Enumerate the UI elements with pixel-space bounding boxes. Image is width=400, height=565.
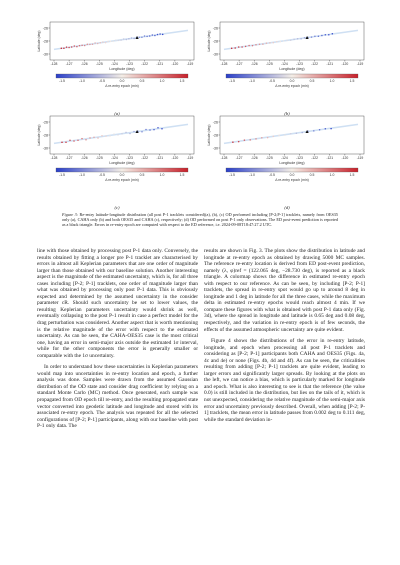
sample-point [259, 43, 261, 45]
colorbar-tick-label: 0.5 [309, 79, 315, 83]
colorbar-tick-label: -1.0 [79, 173, 85, 177]
y-axis-label: Latitude (deg) [207, 30, 211, 52]
x-tick-label: -125 [265, 62, 273, 67]
sample-point [126, 39, 128, 41]
y-tick-label: -26 [212, 26, 218, 31]
y-tick-label: -30 [212, 52, 218, 57]
colorbar-tick-label: -1.5 [59, 173, 65, 177]
sample-point [325, 128, 327, 130]
sample-point [273, 42, 275, 44]
plot-frame [50, 22, 194, 60]
sample-point [71, 46, 73, 48]
figure-panel-a [36, 18, 198, 118]
x-axis-label: Longitude (deg) [279, 67, 305, 71]
x-axis-label: Longitude (deg) [109, 67, 135, 71]
sample-point [128, 38, 130, 40]
sample-point [278, 135, 280, 137]
paragraph: In order to understand how these uncertainties in Keplerian parameters would map into uncertainties in re-entry location and epoch, a further analysis was done. Samples were drawn from the assumed Gaussian distribution of the OD state and consider drag coefficient by relying on a standard Monte Carlo (MC) method. Once generated, each sample was propagated from OD epoch till re-entry, and the resulting propagated state vector converted into geodetic latitude and longitude and stored with its associated re-entry epoch. The analysis was repeated for all the selected configurations of [P-2; P-1] participants, along with our baseline with post P-1 only data. The [37, 364, 198, 430]
sample-point [117, 134, 119, 136]
sample-point [330, 128, 332, 130]
x-tick-label: -122 [311, 62, 319, 67]
sample-point [284, 134, 286, 136]
x-tick-label: -126 [80, 62, 88, 67]
sample-point [145, 129, 147, 131]
sample-point [77, 139, 79, 141]
sample-point [248, 45, 250, 47]
scatter-plot-c [36, 112, 198, 212]
y-tick-label: -30 [42, 146, 48, 151]
colorbar [56, 168, 188, 172]
sample-point [157, 127, 159, 129]
y-axis-label: Latitude (deg) [37, 30, 41, 52]
sample-point [232, 141, 234, 143]
sample-point [85, 139, 87, 141]
x-tick-label: -126 [250, 62, 258, 67]
colorbar-tick-label: -0.5 [269, 79, 275, 83]
colorbar-tick-label: 0.5 [309, 173, 315, 177]
sample-point [149, 129, 151, 131]
plot-frame [220, 116, 364, 154]
paragraph: line with those obtained by processing post P-1 data only. Conversely, the results obtained by fitting a longer pre P-1 tracklet are characterised by errors in almost all Keplerian parameters that are one order of magnitude larger than those obtained with our baseline solution. Another interesting aspect is the magnitude of the estimated uncertainty, which is, for all three cases including [P-2; P-1] tracklets, one order of magnitude larger than what was obtained by processing only post P-1 data. This is obviously expected and determined by the assumed uncertainty in the consider parameter cR. Should such uncertainty be set to lower values, the resulting Keplerian parameters uncertainty would shrink as well, eventually collapsing to the post P-1 result in case a perfect model for the drag perturbation was considered. Another aspect that is worth mentioning is the relative magnitude of the error with respect to the estimated uncertainty. As can be seen, the CAHA-OES35 case is the most critical one, having an error in semi-major axis outside the estimated 1σ interval, while for the other components the error is generally smaller or comparable with the 1σ uncertainty. [37, 248, 198, 359]
figure-panel-d [206, 112, 368, 212]
sample-point [107, 41, 109, 43]
sample-point [269, 42, 271, 44]
sample-point [141, 131, 143, 133]
x-tick-label: -122 [311, 156, 319, 161]
x-tick-label: -125 [95, 156, 103, 161]
sample-point [115, 39, 117, 41]
sample-point [118, 40, 120, 42]
sample-point [94, 42, 96, 44]
sample-point [69, 139, 71, 141]
x-tick-label: -121 [156, 156, 164, 161]
sample-point [318, 35, 320, 37]
colorbar-tick-label: -1.0 [249, 173, 255, 177]
x-tick-label: -128 [220, 62, 228, 67]
sample-point [66, 46, 68, 48]
figure-panel-b [206, 18, 368, 118]
paragraph: results are shown in Fig. 3. The plots show the distribution in latitude and longitude at re-entry epoch as obtained by drawing 5000 MC samples. The reference re-entry location is derived from ED post-event prediction, namely (λ, φ)ref = (122.065 deg, −28.730 deg), is reported as a black triangle. A colormap shows the difference in estimated re-entry epoch with respect to our reference. As can be seen, by including [P-2; P-1] tracklets, the spread in re-entry spot would go up to around 8 deg in longitude and 1 deg in latitude for all the three cases, while the maximum delta in estimated re-entry epochs would reach almost 4 min. If we compare these figures with what is obtained with post P-1 data only (Fig. 3d), where the spread in longitude and latitude is 0.65 deg and 0.08 deg, respectively, and the variation in re-entry epoch is of few seconds, the effects of the assumed atmospheric uncertainty are quite evident. [204, 248, 365, 333]
y-tick-label: -28 [42, 39, 48, 44]
sample-point [293, 39, 295, 41]
colorbar-tick-label: 1.0 [329, 79, 335, 83]
sample-point [273, 135, 275, 137]
plot-frame [50, 116, 194, 154]
sample-point [244, 139, 246, 141]
colorbar-tick-label: -0.5 [99, 173, 105, 177]
colorbar-tick-label: 1.5 [349, 79, 355, 83]
sample-point [276, 41, 278, 43]
x-tick-label: -123 [296, 62, 303, 67]
colorbar-tick-label: 1.0 [159, 173, 165, 177]
sample-point [97, 137, 99, 139]
y-tick-label: -26 [42, 120, 48, 125]
sample-point [81, 44, 83, 46]
colorbar-tick-label: -1.5 [229, 173, 235, 177]
sample-point [65, 142, 67, 144]
colorbar-tick-label: 1.0 [159, 79, 165, 83]
colorbar-tick-label: -0.5 [269, 173, 275, 177]
colorbar-tick-label: -1.0 [79, 79, 85, 83]
x-tick-label: -119 [186, 156, 194, 161]
x-tick-label: -120 [171, 62, 179, 67]
colorbar-tick-label: -1.0 [249, 79, 255, 83]
x-tick-label: -127 [235, 156, 243, 161]
sample-point [153, 129, 155, 131]
colorbar-label: Δ re-entry epoch (min) [105, 178, 139, 182]
sample-point [296, 132, 298, 134]
x-tick-label: -119 [186, 62, 194, 67]
sample-point [152, 34, 154, 36]
sample-point [113, 133, 115, 135]
left-column [37, 248, 198, 435]
sample-point [304, 37, 306, 39]
sample-point [121, 133, 123, 135]
sample-point [93, 137, 95, 139]
sample-point [314, 35, 316, 37]
colorbar [226, 74, 358, 78]
colorbar-tick-label: 1.5 [349, 173, 355, 177]
sample-point [255, 138, 257, 140]
sample-point [238, 141, 240, 143]
sample-point [290, 133, 292, 135]
colorbar [56, 74, 188, 78]
x-tick-label: -128 [50, 156, 58, 161]
sample-point [105, 42, 107, 44]
x-tick-label: -124 [281, 156, 288, 161]
plot-frame [220, 22, 364, 60]
y-tick-label: -28 [42, 133, 48, 138]
y-axis-label: Latitude (deg) [37, 124, 41, 146]
y-tick-label: -30 [42, 52, 48, 57]
sample-point [262, 43, 264, 45]
sample-point [161, 128, 163, 130]
right-column [204, 248, 365, 428]
sample-point [297, 38, 299, 40]
sample-point [131, 37, 133, 39]
sample-point [89, 44, 91, 46]
x-tick-label: -122 [141, 156, 149, 161]
sample-point [141, 37, 143, 39]
y-tick-label: -26 [212, 120, 218, 125]
colorbar-tick-label: 1.5 [179, 79, 185, 83]
sample-point [61, 48, 63, 50]
y-tick-label: -28 [212, 133, 218, 138]
x-tick-label: -120 [171, 156, 179, 161]
caption-text: Re-entry latitude-longitude distribution (all post P-1 tracklets considered)(a), (b), (c) OD performed including [P-2;P-1] tracklets, namely from OES35 only (a), CAHA only (b) and both OES35 and CAHA (c), respectively; (d) OD performed on post P-1 only observations. The ED post-event prediction is reported as a black triangle. Errors in re-entry epoch are computed with respect to the ED reference, i.e. 2024-09-08T18:47:27.2 UTC. [62, 212, 338, 228]
x-tick-label: -127 [65, 62, 73, 67]
x-tick-label: -125 [265, 156, 273, 161]
scatter-plot-b [206, 18, 368, 118]
sample-point [321, 35, 323, 37]
sample-point [252, 45, 254, 47]
panel-tag-d: (d) [284, 205, 290, 210]
sample-point [231, 48, 233, 50]
colorbar-tick-label: -1.5 [229, 79, 235, 83]
sample-point [81, 138, 83, 140]
sample-point [68, 47, 70, 49]
x-tick-label: -124 [111, 62, 118, 67]
x-axis-label: Longitude (deg) [109, 161, 135, 165]
sample-point [61, 141, 63, 143]
sample-point [311, 36, 313, 38]
colorbar-label: Δ re-entry epoch (min) [105, 84, 139, 88]
sample-point [63, 48, 65, 50]
sample-point [146, 36, 148, 38]
sample-point [332, 33, 334, 35]
sample-point [241, 46, 243, 48]
sample-point [87, 43, 89, 45]
sample-point [144, 35, 146, 37]
sample-point [149, 35, 151, 37]
sample-point [73, 140, 75, 142]
sample-point [238, 46, 240, 48]
x-tick-label: -127 [235, 62, 243, 67]
sample-point [255, 44, 257, 46]
colorbar-tick-label: 0.5 [139, 79, 145, 83]
sample-point [159, 33, 161, 35]
sample-point [249, 139, 251, 141]
x-tick-label: -124 [111, 156, 118, 161]
x-tick-label: -121 [156, 62, 164, 67]
paragraph: Figure 4 shows the distributions of the error in re-entry latitude, longitude, and epoch when processing all post P-1 tracklets and considering as [P-2; P-1] participants both CAHA and OES35 (Figs. 4a, 4c and 4e) or none (Figs. 4b, 4d and 4f). As can be seen, the criticalities resulting from adding [P-2; P-1] tracklets are quite evident, leading to larger errors and significantly larger spreads. By looking at the plots on the left, we can notice a bias, which is particularly marked for longitude and epoch. What is also interesting to see is that the reference (the value 0.0) is still included in the distribution, but lies on the tails of it, which is not unexpected, considering the relative magnitude of the semi-major axis error and uncertainty previously described. Overall, when adding [P-2; P-1] tracklets, the mean error in latitude passes from 0.002 deg to 0.111 deg, while the standard deviation in- [204, 338, 365, 423]
sample-point [109, 135, 111, 137]
scatter-plot-a [36, 18, 198, 118]
x-tick-label: -119 [356, 156, 364, 161]
sample-point [280, 41, 282, 43]
y-tick-label: -28 [212, 39, 218, 44]
y-tick-label: -26 [42, 26, 48, 31]
sample-point [319, 129, 321, 131]
colorbar-tick-label: 0.0 [289, 173, 295, 177]
sample-point [154, 35, 156, 37]
x-tick-label: -125 [95, 62, 103, 67]
sample-point [283, 40, 285, 42]
x-tick-label: -123 [126, 156, 133, 161]
sample-point [245, 46, 247, 48]
colorbar-tick-label: 0.0 [119, 79, 125, 83]
sample-point [120, 39, 122, 41]
sample-point [300, 38, 302, 40]
sample-point [76, 46, 78, 48]
x-tick-label: -124 [281, 62, 288, 67]
y-axis-label: Latitude (deg) [207, 124, 211, 146]
x-tick-label: -119 [356, 62, 364, 67]
sample-point [102, 41, 104, 43]
colorbar-tick-label: 1.5 [179, 173, 185, 177]
sample-point [290, 39, 292, 41]
sample-point [162, 34, 164, 36]
sample-point [157, 34, 159, 36]
x-tick-label: -127 [65, 156, 73, 161]
x-tick-label: -120 [341, 62, 349, 67]
x-tick-label: -123 [126, 62, 133, 67]
sample-point [129, 133, 131, 135]
colorbar-label: Δ re-entry epoch (min) [275, 84, 309, 88]
x-tick-label: -123 [296, 156, 303, 161]
sample-point [101, 135, 103, 137]
scatter-plot-d [206, 112, 368, 212]
sample-point [123, 38, 125, 40]
sample-point [301, 132, 303, 134]
colorbar-tick-label: 0.0 [289, 79, 295, 83]
sample-point [74, 45, 76, 47]
x-tick-label: -121 [326, 62, 334, 67]
sample-point [113, 41, 115, 43]
panel-tag-b: (b) [284, 111, 290, 116]
colorbar-tick-label: -0.5 [99, 79, 105, 83]
sample-point [328, 34, 330, 36]
x-tick-label: -126 [250, 156, 258, 161]
x-tick-label: -128 [50, 62, 58, 67]
sample-point [105, 135, 107, 137]
colorbar [226, 168, 358, 172]
sample-point [313, 130, 315, 132]
colorbar-tick-label: 1.0 [329, 173, 335, 177]
colorbar-tick-label: 0.5 [139, 173, 145, 177]
y-tick-label: -30 [212, 146, 218, 151]
x-axis-label: Longitude (deg) [279, 161, 305, 165]
sample-point [92, 43, 94, 45]
x-tick-label: -121 [326, 156, 334, 161]
sample-point [125, 132, 127, 134]
sample-point [261, 137, 263, 139]
caption-label: Figure 3: [62, 212, 79, 217]
sample-point [286, 39, 288, 41]
colorbar-tick-label: 0.0 [119, 173, 125, 177]
sample-point [100, 42, 102, 44]
sample-point [234, 47, 236, 49]
sample-point [84, 45, 86, 47]
figure-panel-c [36, 112, 198, 212]
sample-point [267, 137, 269, 139]
x-tick-label: -120 [341, 156, 349, 161]
sample-point [133, 38, 135, 40]
sample-point [266, 42, 268, 44]
x-tick-label: -126 [80, 156, 88, 161]
sample-point [139, 36, 141, 38]
sample-point [89, 137, 91, 139]
x-tick-label: -128 [220, 156, 228, 161]
panel-tag-c: (c) [114, 205, 120, 210]
sample-point [325, 34, 327, 36]
panel-tag-a: (a) [114, 111, 120, 116]
sample-point [110, 40, 112, 42]
sample-point [79, 45, 81, 47]
sample-point [97, 43, 99, 45]
sample-point [133, 131, 135, 133]
x-tick-label: -122 [141, 62, 149, 67]
colorbar-tick-label: -1.5 [59, 79, 65, 83]
colorbar-label: Δ re-entry epoch (min) [275, 178, 309, 182]
figure-caption [62, 212, 338, 227]
